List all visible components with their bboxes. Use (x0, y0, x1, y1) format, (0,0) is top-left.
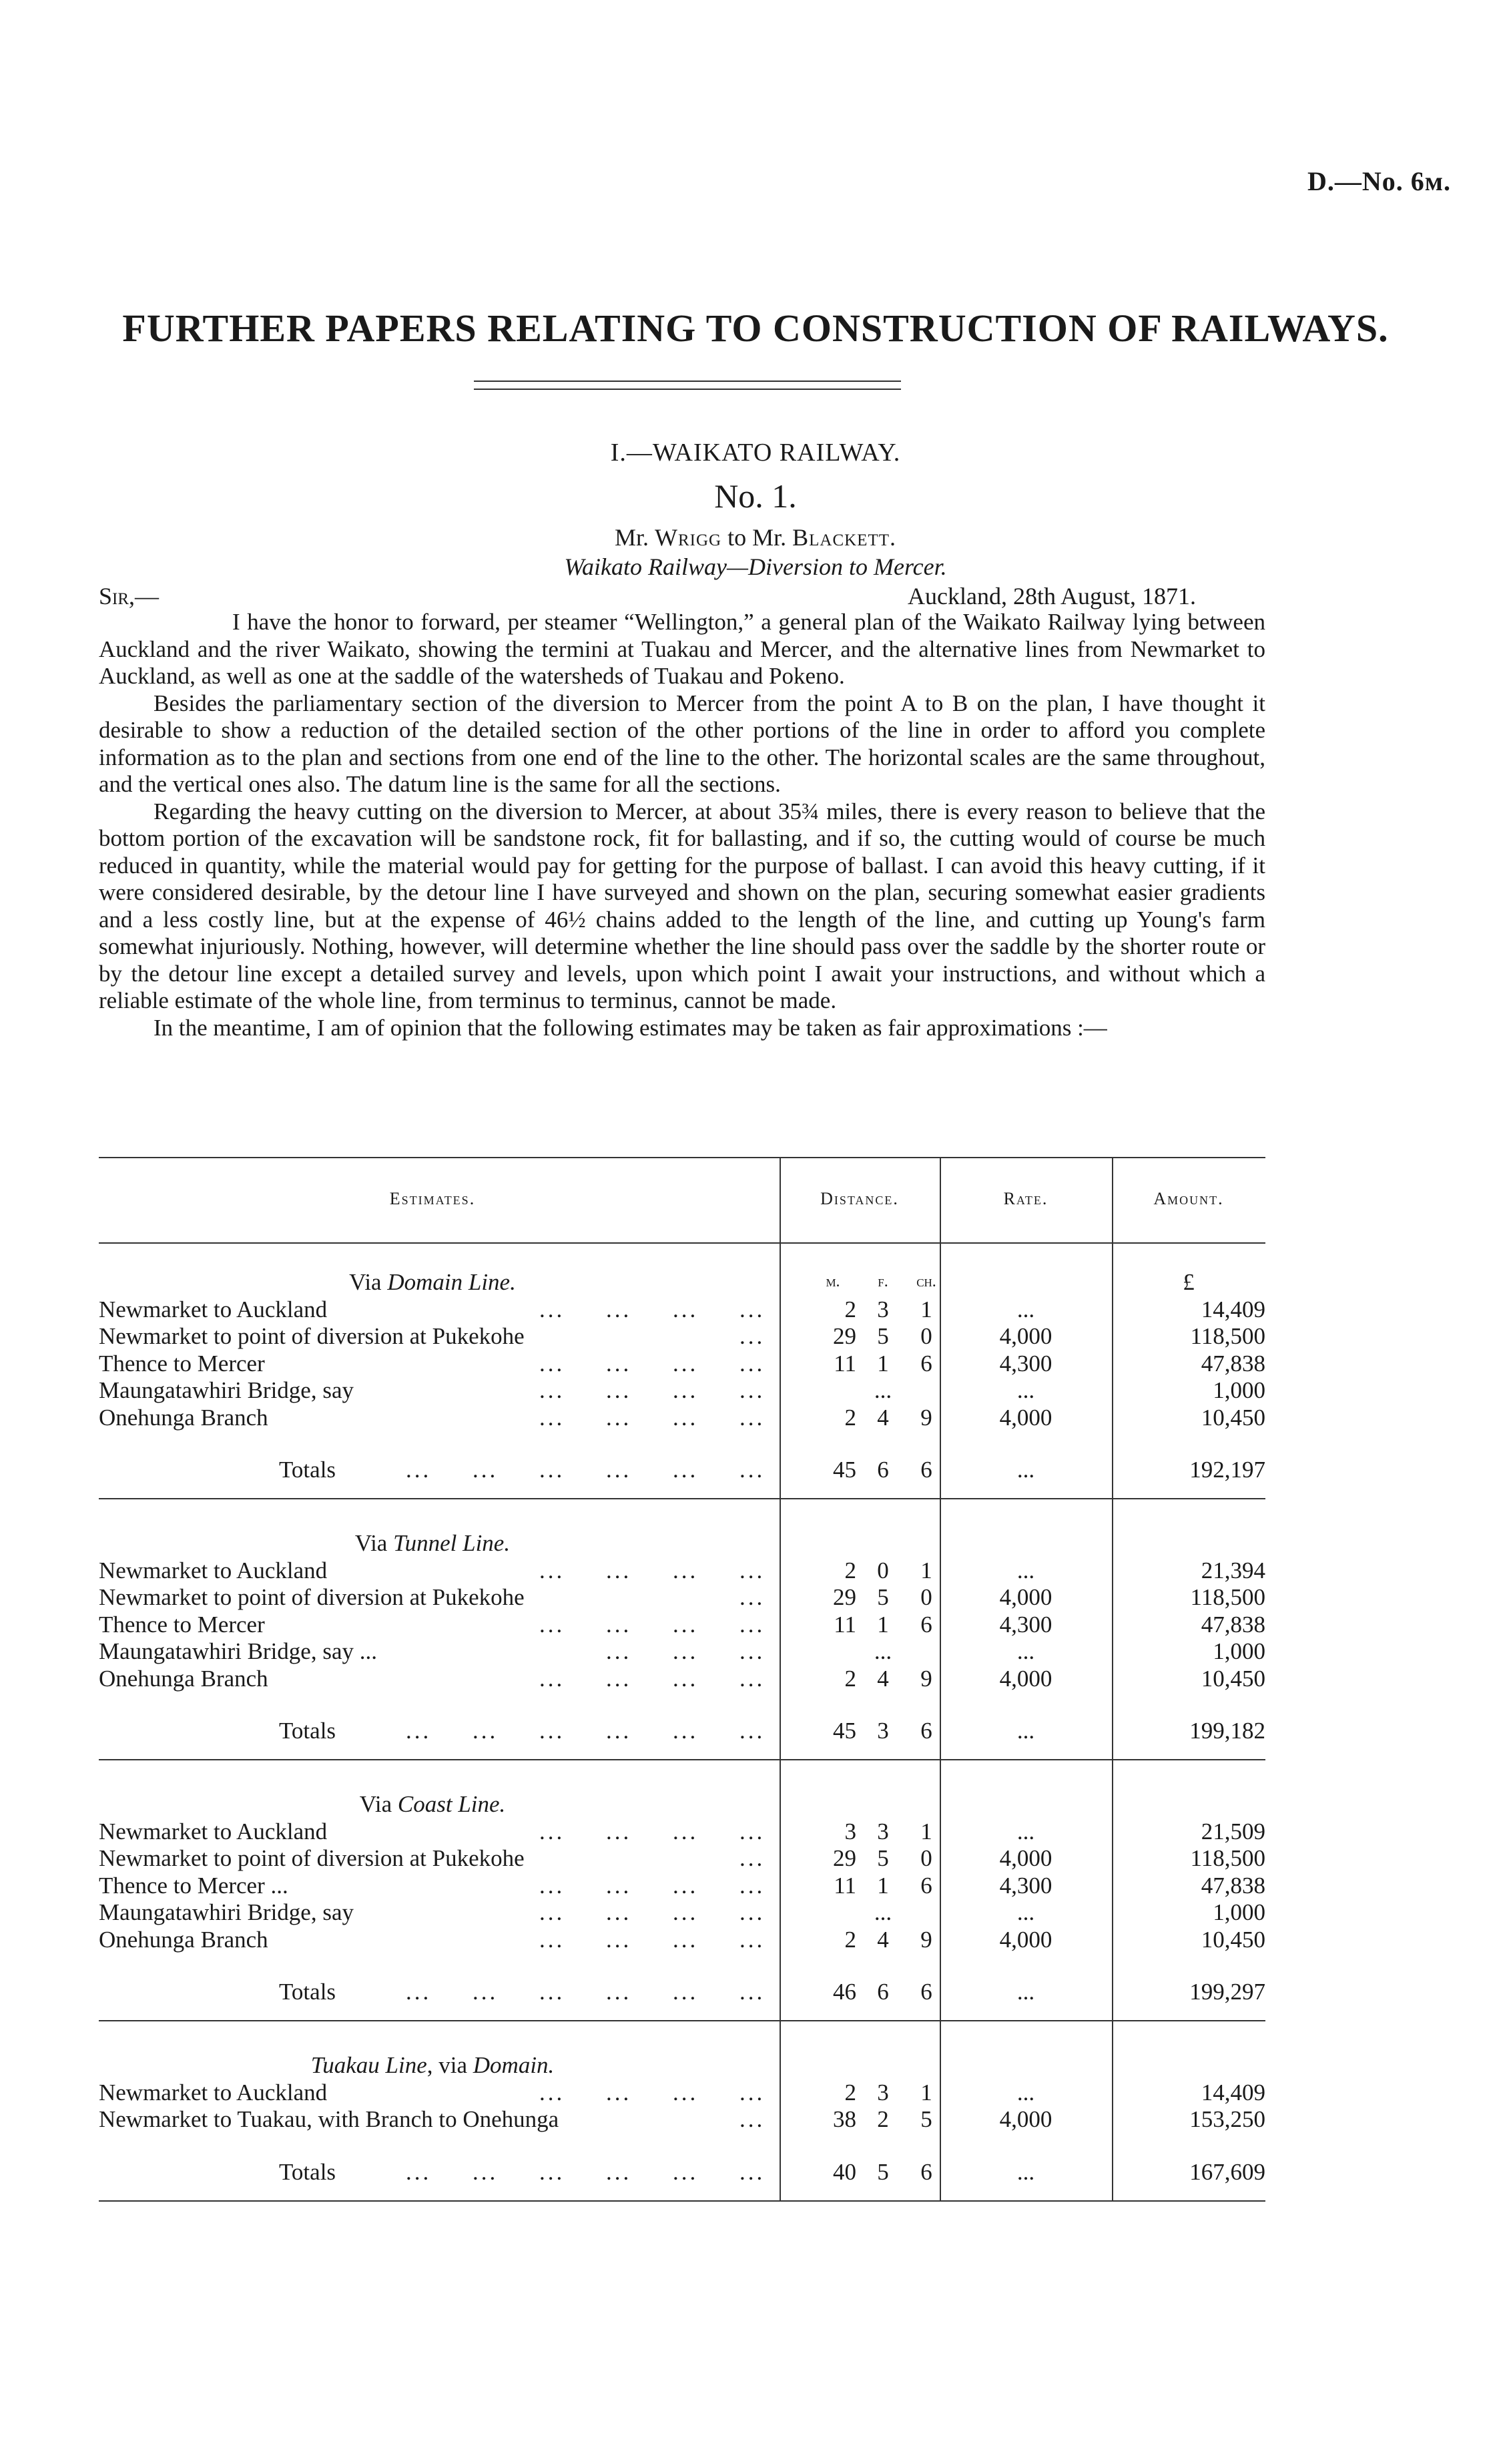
total-leader: ... (673, 1718, 699, 1744)
row-label: Newmarket to Auckland (99, 1818, 328, 1844)
total-leader: ... (606, 2158, 632, 2185)
row-label: Thence to Mercer (99, 1611, 265, 1638)
row-leader: ... (673, 1404, 699, 1431)
row-label: Newmarket to Auckland (99, 1296, 328, 1322)
row-label: Thence to Mercer (99, 1350, 265, 1377)
row-chains: 0 (920, 1323, 932, 1349)
row-rate: ... (1016, 1377, 1035, 1403)
row-furlongs: 4 (877, 1926, 889, 1953)
total-leader: ... (739, 1718, 766, 1744)
row-furlongs: 1 (877, 1350, 889, 1377)
row-miles: 3 (844, 1818, 856, 1844)
row-leader: ... (739, 1350, 766, 1377)
row-furlongs: 3 (877, 1296, 889, 1322)
total-furlongs: 5 (877, 2158, 889, 2185)
row-amount: 47,838 (1201, 1872, 1265, 1899)
to-word: to Mr. (727, 524, 787, 551)
row-leader: ... (739, 1845, 766, 1871)
row-rate: 4,000 (999, 1665, 1052, 1692)
table-rule (99, 1242, 1265, 1244)
total-leader: ... (539, 1457, 565, 1483)
row-label: Newmarket to point of diversion at Pukekohe (99, 1584, 525, 1610)
row-leader: ... (539, 1557, 565, 1583)
row-amount: 21,394 (1201, 1557, 1265, 1583)
row-amount: 14,409 (1201, 1296, 1265, 1322)
column-rule (940, 1157, 941, 2200)
document-reference: D.—No. 6ᴍ. (1307, 166, 1451, 196)
total-leader: ... (406, 2158, 432, 2185)
total-rate: ... (1016, 2158, 1035, 2185)
header-distance: Distance. (820, 1189, 899, 1208)
row-leader: ... (539, 1899, 565, 1925)
row-leader: ... (606, 1377, 632, 1403)
header-estimates: Estimates. (389, 1189, 476, 1208)
paragraph: Regarding the heavy cutting on the diversion to Mercer, at about 35¾ miles, there is every reason to believe that the bottom portion of the excavation will be sandstone rock, fit for ballasting, and if so, the cutting would of course be much reduced in quantity, while the material would pay for getting for the purpose of ballast. I can avoid this heavy cutting, if it were considered desirable, by the detour line I have surveyed and shown on the plan, securing somewhat easier gradients and a less costly line, but at the expense of 46½ chains added to the length of the line, and cutting up Young's farm somewhat injuriously. Nothing, however, will determine whether the line should pass over the saddle by the shorter route or by the detour line except a detailed survey and levels, upon which point I await your instructions, and without which a reliable estimate of the whole line, from terminus to terminus, cannot be made. (99, 798, 1265, 1013)
total-label: Totals (279, 2158, 336, 2185)
group-title (99, 1791, 766, 1818)
row-furlongs: 5 (877, 1584, 889, 1610)
row-leader: ... (673, 1872, 699, 1899)
letter-correspondents (0, 523, 1511, 551)
total-chains: 6 (920, 1979, 932, 2005)
row-leader: ... (673, 2079, 699, 2106)
total-label: Totals (279, 1979, 336, 2005)
group-title-italic: Domain Line. (387, 1269, 516, 1295)
row-rate: ... (1016, 1638, 1035, 1664)
row-amount: 1,000 (1213, 1899, 1265, 1925)
total-amount: 199,297 (1189, 1979, 1265, 2005)
row-label: Maungatawhiri Bridge, say ... (99, 1638, 377, 1664)
row-furlongs: 2 (877, 2106, 889, 2132)
unit-miles: m. (826, 1273, 840, 1290)
row-leader: ... (539, 1872, 565, 1899)
row-miles: 11 (834, 1350, 856, 1377)
total-chains: 6 (920, 1718, 932, 1744)
row-leader: ... (739, 1377, 766, 1403)
row-leader: ... (606, 1926, 632, 1953)
row-furlongs: 4 (877, 1665, 889, 1692)
table-rule (99, 1759, 1265, 1760)
group-title-italic: Coast Line. (397, 1791, 506, 1817)
row-furlongs: 4 (877, 1404, 889, 1431)
row-leader: ... (673, 1296, 699, 1322)
row-leader: ... (539, 1404, 565, 1431)
row-chains: 9 (920, 1665, 932, 1692)
total-leader: ... (673, 1979, 699, 2005)
row-rate: ... (1016, 2079, 1035, 2106)
total-miles: 45 (833, 1457, 856, 1483)
row-amount: 10,450 (1201, 1926, 1265, 1953)
total-furlongs: 6 (877, 1979, 889, 2005)
row-chains: 9 (920, 1926, 932, 1953)
row-rate: 4,000 (999, 1404, 1052, 1431)
total-chains: 6 (920, 2158, 932, 2185)
total-leader: ... (473, 1718, 499, 1744)
total-leader: ... (739, 1457, 766, 1483)
paragraph: In the meantime, I am of opinion that the following estimates may be taken as fair approximations :— (154, 1014, 1107, 1041)
row-label: Maungatawhiri Bridge, say (99, 1377, 354, 1403)
row-furlongs: 5 (877, 1845, 889, 1871)
row-rate: 4,300 (999, 1872, 1052, 1899)
row-amount: 118,500 (1190, 1845, 1265, 1871)
from-name: Wrigg (655, 524, 722, 551)
row-label: Newmarket to Tuakau, with Branch to Onehunga (99, 2106, 559, 2132)
row-leader: ... (606, 2079, 632, 2106)
total-chains: 6 (920, 1457, 932, 1483)
group-title (99, 1530, 766, 1557)
row-leader: ... (739, 1665, 766, 1692)
row-chains: 6 (920, 1611, 932, 1638)
total-leader: ... (473, 1457, 499, 1483)
unit-chains: ch. (916, 1273, 936, 1290)
row-leader: ... (673, 1638, 699, 1664)
letter-number: No. 1. (714, 477, 797, 515)
row-leader: ... (673, 1899, 699, 1925)
row-furlongs: 1 (877, 1611, 889, 1638)
dateline: Auckland, 28th August, 1871. (908, 583, 1196, 609)
row-leader: ... (739, 1872, 766, 1899)
title-double-rule (474, 381, 901, 390)
row-miles: 2 (844, 1557, 856, 1583)
row-label: Thence to Mercer ... (99, 1872, 288, 1899)
row-amount: 21,509 (1201, 1818, 1265, 1844)
row-rate: 4,000 (999, 2106, 1052, 2132)
column-rule (1112, 1157, 1113, 2200)
row-label: Maungatawhiri Bridge, say (99, 1899, 354, 1925)
total-furlongs: 3 (877, 1718, 889, 1744)
from-prefix: Mr. (614, 524, 649, 551)
column-rule (780, 1157, 781, 2200)
total-furlongs: 6 (877, 1457, 889, 1483)
row-rate: ... (1016, 1899, 1035, 1925)
row-leader: ... (739, 1404, 766, 1431)
row-leader: ... (739, 1323, 766, 1349)
row-label: Newmarket to point of diversion at Pukekohe (99, 1323, 525, 1349)
row-leader: ... (739, 1638, 766, 1664)
row-leader: ... (739, 1926, 766, 1953)
row-leader: ... (539, 1611, 565, 1638)
row-chains: 1 (920, 1557, 932, 1583)
total-leader: ... (606, 1457, 632, 1483)
row-leader: ... (673, 1665, 699, 1692)
row-chains: 5 (920, 2106, 932, 2132)
row-leader: ... (606, 1296, 632, 1322)
row-amount: 153,250 (1189, 2106, 1265, 2132)
row-rate: 4,300 (999, 1350, 1052, 1377)
table-rule (99, 1498, 1265, 1499)
row-chains: 1 (920, 1818, 932, 1844)
row-miles: 11 (834, 1611, 856, 1638)
row-rate: ... (1016, 1296, 1035, 1322)
row-amount: 14,409 (1201, 2079, 1265, 2106)
row-rate: ... (1016, 1557, 1035, 1583)
row-leader: ... (606, 1557, 632, 1583)
total-amount: 199,182 (1189, 1718, 1265, 1744)
row-leader: ... (606, 1872, 632, 1899)
row-label: Onehunga Branch (99, 1665, 268, 1692)
group-title-italic: Domain. (473, 2052, 555, 2078)
row-rate: 4,000 (999, 1584, 1052, 1610)
total-rate: ... (1016, 1457, 1035, 1483)
row-miles: 2 (844, 1926, 856, 1953)
row-leader: ... (673, 1350, 699, 1377)
row-leader: ... (673, 1557, 699, 1583)
row-furlongs: 3 (877, 1818, 889, 1844)
total-leader: ... (539, 1979, 565, 2005)
row-leader: ... (739, 1584, 766, 1610)
row-leader: ... (539, 1818, 565, 1844)
paragraph: I have the honor to forward, per steamer “Wellington,” a general plan of the Waikato Railway lying between Auckland and the river Waikato, showing the termini at Tuakau and Mercer, and the alternative lines from Newmarket to Auckland, as well as one at the saddle of the watersheds of Tuakau and Pokeno. (99, 609, 1265, 689)
row-leader: ... (739, 1557, 766, 1583)
row-furlongs: 5 (877, 1323, 889, 1349)
row-amount: 118,500 (1190, 1584, 1265, 1610)
row-furlongs: 3 (877, 2079, 889, 2106)
total-leader: ... (539, 1718, 565, 1744)
to-name: Blackett. (792, 524, 896, 551)
row-leader: ... (539, 2079, 565, 2106)
row-miles: 38 (833, 2106, 856, 2132)
row-leader: ... (739, 1611, 766, 1638)
row-furlongs: 0 (877, 1557, 889, 1583)
row-label: Onehunga Branch (99, 1404, 268, 1431)
group-title-italic: Tunnel Line. (393, 1530, 511, 1556)
row-amount: 1,000 (1213, 1377, 1265, 1403)
salutation: Sir,— (99, 583, 160, 609)
total-leader: ... (473, 1979, 499, 2005)
header-rate: Rate. (1003, 1189, 1048, 1208)
row-leader: ... (606, 1404, 632, 1431)
row-rate: 4,000 (999, 1926, 1052, 1953)
row-amount: 1,000 (1213, 1638, 1265, 1664)
total-amount: 192,197 (1189, 1457, 1265, 1483)
row-label: Newmarket to Auckland (99, 1557, 328, 1583)
row-furlongs: ... (874, 1899, 892, 1925)
group-title-plain: Via (354, 1530, 394, 1556)
row-label: Onehunga Branch (99, 1926, 268, 1953)
row-chains: 1 (920, 2079, 932, 2106)
row-leader: ... (673, 1611, 699, 1638)
row-leader: ... (673, 1818, 699, 1844)
row-amount: 118,500 (1190, 1323, 1265, 1349)
row-leader: ... (673, 1926, 699, 1953)
row-amount: 47,838 (1201, 1350, 1265, 1377)
row-miles: 2 (844, 1296, 856, 1322)
row-amount: 10,450 (1201, 1404, 1265, 1431)
table-rule (99, 2020, 1265, 2021)
row-leader: ... (606, 1899, 632, 1925)
row-amount: 10,450 (1201, 1665, 1265, 1692)
row-leader: ... (739, 2079, 766, 2106)
total-miles: 46 (833, 1979, 856, 2005)
row-leader: ... (606, 1665, 632, 1692)
row-leader: ... (539, 1665, 565, 1692)
total-leader: ... (673, 1457, 699, 1483)
row-rate: 4,000 (999, 1845, 1052, 1871)
row-chains: 0 (920, 1584, 932, 1610)
section-heading: I.—WAIKATO RAILWAY. (610, 439, 901, 467)
row-leader: ... (606, 1350, 632, 1377)
total-leader: ... (473, 2158, 499, 2185)
row-rate: 4,000 (999, 1323, 1052, 1349)
total-label: Totals (279, 1457, 336, 1483)
row-leader: ... (539, 1350, 565, 1377)
row-label: Newmarket to point of diversion at Pukekohe (99, 1845, 525, 1871)
total-miles: 45 (833, 1718, 856, 1744)
row-miles: 2 (844, 1665, 856, 1692)
row-leader: ... (739, 1899, 766, 1925)
row-miles: 29 (833, 1323, 856, 1349)
row-miles: 11 (834, 1872, 856, 1899)
group-title (99, 1269, 766, 1296)
row-label: Newmarket to Auckland (99, 2079, 328, 2106)
group-title-plain: Via (349, 1269, 388, 1295)
total-leader: ... (539, 2158, 565, 2185)
group-title-italic: Tuakau Line (310, 2052, 427, 2078)
total-leader: ... (606, 1979, 632, 2005)
group-title (99, 2052, 766, 2079)
row-leader: ... (739, 1296, 766, 1322)
row-miles: 2 (844, 1404, 856, 1431)
row-leader: ... (539, 1926, 565, 1953)
total-label: Totals (279, 1718, 336, 1744)
header-amount: Amount. (1153, 1189, 1224, 1208)
total-leader: ... (606, 1718, 632, 1744)
total-miles: 40 (833, 2158, 856, 2185)
row-chains: 6 (920, 1872, 932, 1899)
row-chains: 9 (920, 1404, 932, 1431)
row-leader: ... (606, 1818, 632, 1844)
total-leader: ... (673, 2158, 699, 2185)
group-title-plain: Via (359, 1791, 398, 1817)
group-title-plain: , via (426, 2052, 473, 2078)
total-leader: ... (406, 1457, 432, 1483)
row-leader: ... (606, 1611, 632, 1638)
row-rate: ... (1016, 1818, 1035, 1844)
total-rate: ... (1016, 1979, 1035, 2005)
table-rule (99, 2200, 1265, 2202)
total-leader: ... (406, 1979, 432, 2005)
row-miles: 29 (833, 1584, 856, 1610)
total-leader: ... (739, 2158, 766, 2185)
row-miles: 29 (833, 1845, 856, 1871)
row-chains: 1 (920, 1296, 932, 1322)
letter-body (99, 609, 1265, 1041)
row-chains: 0 (920, 1845, 932, 1871)
row-leader: ... (539, 1296, 565, 1322)
table-rule (99, 1157, 1265, 1158)
row-leader: ... (539, 1377, 565, 1403)
total-leader: ... (406, 1718, 432, 1744)
row-furlongs: 1 (877, 1872, 889, 1899)
row-chains: 6 (920, 1350, 932, 1377)
total-amount: 167,609 (1189, 2158, 1265, 2185)
row-amount: 47,838 (1201, 1611, 1265, 1638)
paragraph: Besides the parliamentary section of the diversion to Mercer from the point A to B on the plan, I have thought it desirable to show a reduction of the detailed section of the other portions of the line in order to afford you complete information as to the plan and sections from one end of the line to the other. The horizontal scales are the same throughout, and the vertical ones also. The datum line is the same for all the sections. (99, 690, 1265, 797)
letter-subject: Waikato Railway—Diversion to Mercer. (564, 553, 947, 580)
row-furlongs: ... (874, 1377, 892, 1403)
row-leader: ... (739, 1818, 766, 1844)
row-leader: ... (739, 2106, 766, 2132)
row-miles: 2 (844, 2079, 856, 2106)
row-leader: ... (673, 1377, 699, 1403)
row-rate: 4,300 (999, 1611, 1052, 1638)
row-leader: ... (606, 1638, 632, 1664)
total-rate: ... (1016, 1718, 1035, 1744)
total-leader: ... (739, 1979, 766, 2005)
unit-furlongs: f. (878, 1273, 888, 1290)
unit-pound: £ (1183, 1269, 1195, 1295)
row-furlongs: ... (874, 1638, 892, 1664)
page-title: FURTHER PAPERS RELATING TO CONSTRUCTION OF RAILWAYS. (122, 306, 1389, 350)
